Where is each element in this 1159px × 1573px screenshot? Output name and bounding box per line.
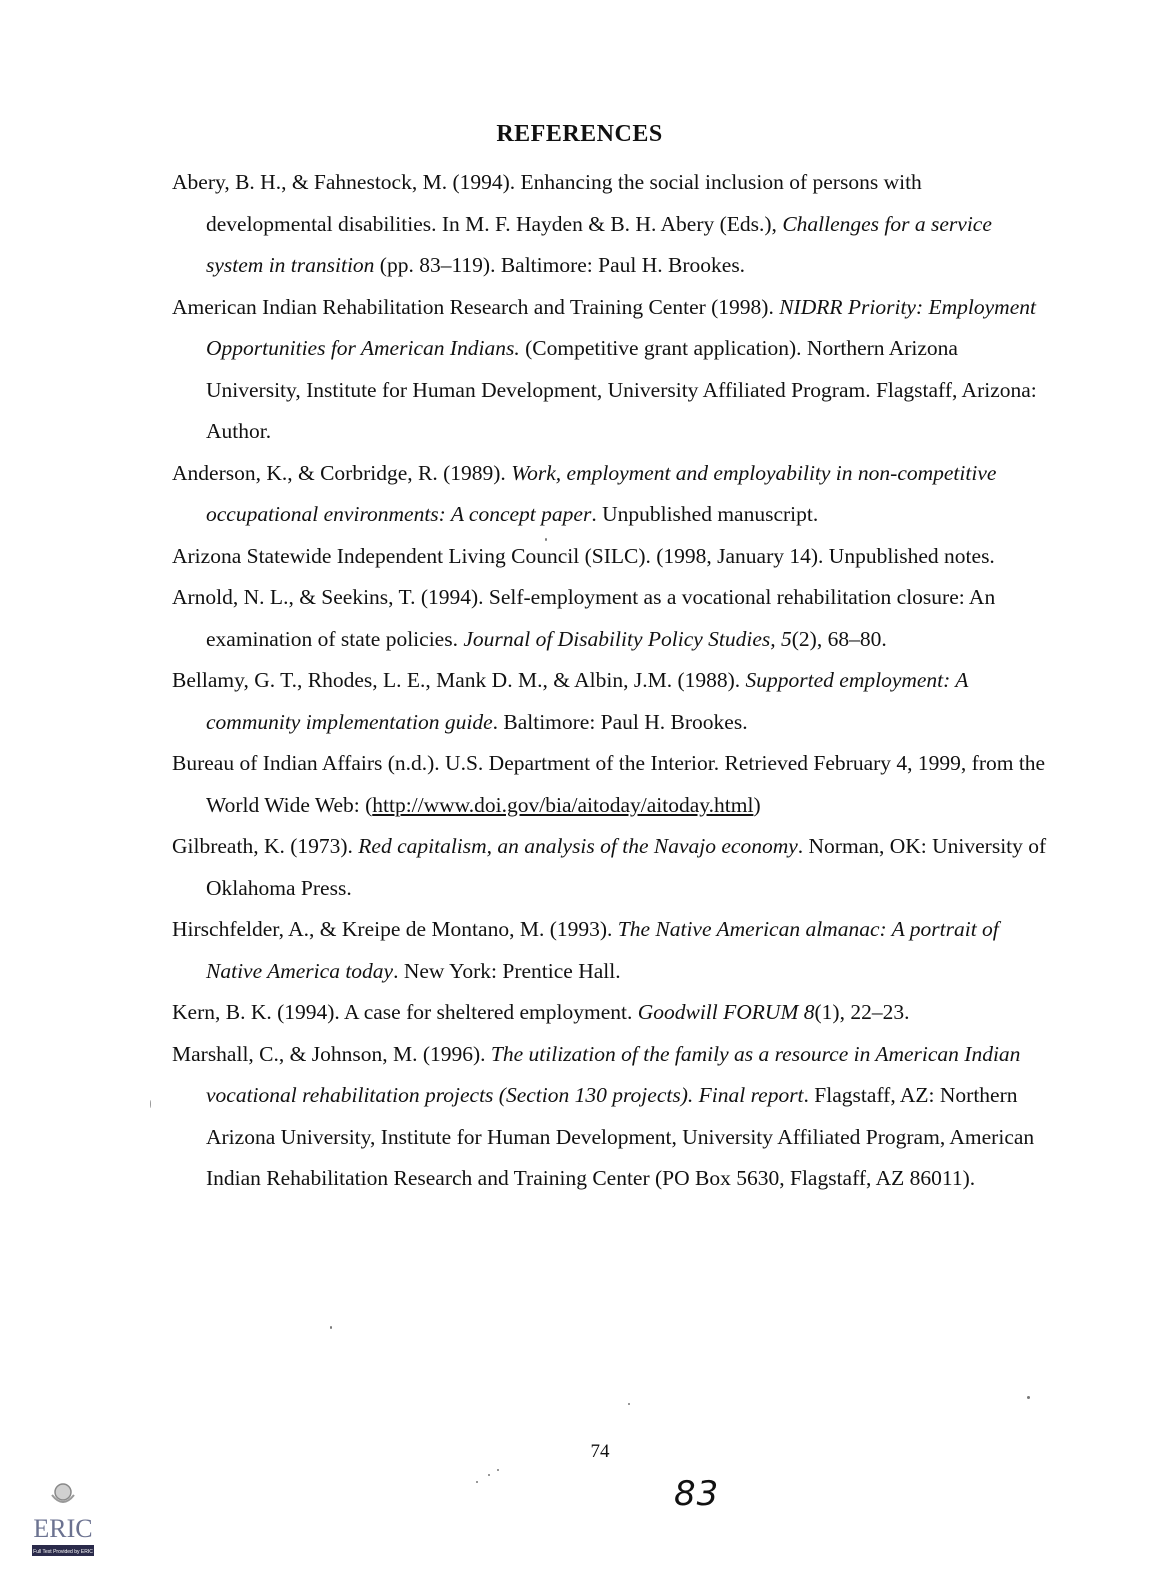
scan-speck xyxy=(476,1481,478,1483)
reference-url-link[interactable]: http://www.doi.gov/bia/aitoday/aitoday.html xyxy=(372,792,754,817)
reference-entry: Abery, B. H., & Fahnestock, M. (1994). Enhancing the social inclusion of persons with developmental disabilities. In M. F. Hayden & B. H. Abery (Eds.), Challenges for a service system in transition (pp. 83–119). Baltimore: Paul H. Brookes. xyxy=(172,170,992,277)
scan-speck xyxy=(330,1326,332,1329)
page-number: 74 xyxy=(590,1441,610,1462)
scan-speck xyxy=(497,1469,499,1471)
reference-list xyxy=(172,162,1047,1200)
reference-entry: American Indian Rehabilitation Research and Training Center (1998). NIDRR Priority: Employment Opportunities for American Indians. (Competitive grant application). Northern Arizona University, Institute for Human Development, University Affiliated Program. Flagstaff, Arizona: Author. xyxy=(172,294,1037,443)
reference-entry: Bellamy, G. T., Rhodes, L. E., Mank D. M., & Albin, J.M. (1988). Supported employment: A community implementation guide. Baltimore: Paul H. Brookes. xyxy=(172,668,969,734)
page-title: REFERENCES xyxy=(496,121,663,147)
scan-speck xyxy=(150,1100,151,1108)
reference-entry: Arizona Statewide Independent Living Council (SILC). (1998, January 14). Unpublished notes. xyxy=(172,543,995,568)
reference-entry: Hirschfelder, A., & Kreipe de Montano, M. (1993). The Native American almanac: A portrait of Native America today. New York: Prentice Hall. xyxy=(172,917,999,983)
svg-text:ERIC: ERIC xyxy=(33,1514,93,1543)
scan-speck xyxy=(628,1403,630,1405)
svg-text:Full Text Provided by ERIC: Full Text Provided by ERIC xyxy=(33,1549,93,1555)
reference-entry: Anderson, K., & Corbridge, R. (1989). Work, employment and employability in non-competitive occupational environments: A concept paper. Unpublished manuscript. xyxy=(172,460,997,526)
scan-speck xyxy=(1027,1396,1030,1399)
reference-entry: Arnold, N. L., & Seekins, T. (1994). Self-employment as a vocational rehabilitation closure: An examination of state policies. Journal of Disability Policy Studies, 5(2), 68–80. xyxy=(172,585,996,651)
reference-entry: Gilbreath, K. (1973). Red capitalism, an analysis of the Navajo economy. Norman, OK: University of Oklahoma Press. xyxy=(172,834,1047,900)
reference-entry: Kern, B. K. (1994). A case for sheltered employment. Goodwill FORUM 8(1), 22–23. xyxy=(172,1000,910,1024)
stamped-page-number: 83 xyxy=(674,1474,720,1514)
eric-logo-graphic xyxy=(30,1479,96,1559)
scan-speck xyxy=(545,538,547,541)
reference-entry: Marshall, C., & Johnson, M. (1996). The utilization of the family as a resource in American Indian vocational rehabilitation projects (Section 130 projects). Final report. Flagstaff, AZ: Northern Arizona University, Institute for Human Development, University Affiliated Program, American Indian Rehabilitation Research and Training Center (PO Box 5630, Flagstaff, AZ 86011). xyxy=(172,1041,1035,1190)
reference-entry: Bureau of Indian Affairs (n.d.). U.S. Department of the Interior. Retrieved February 4, 1999, from the World Wide Web: (http://www.doi.gov/bia/aitoday/aitoday.html) xyxy=(172,751,1046,817)
scan-speck xyxy=(488,1474,490,1476)
eric-logo xyxy=(30,1479,96,1559)
